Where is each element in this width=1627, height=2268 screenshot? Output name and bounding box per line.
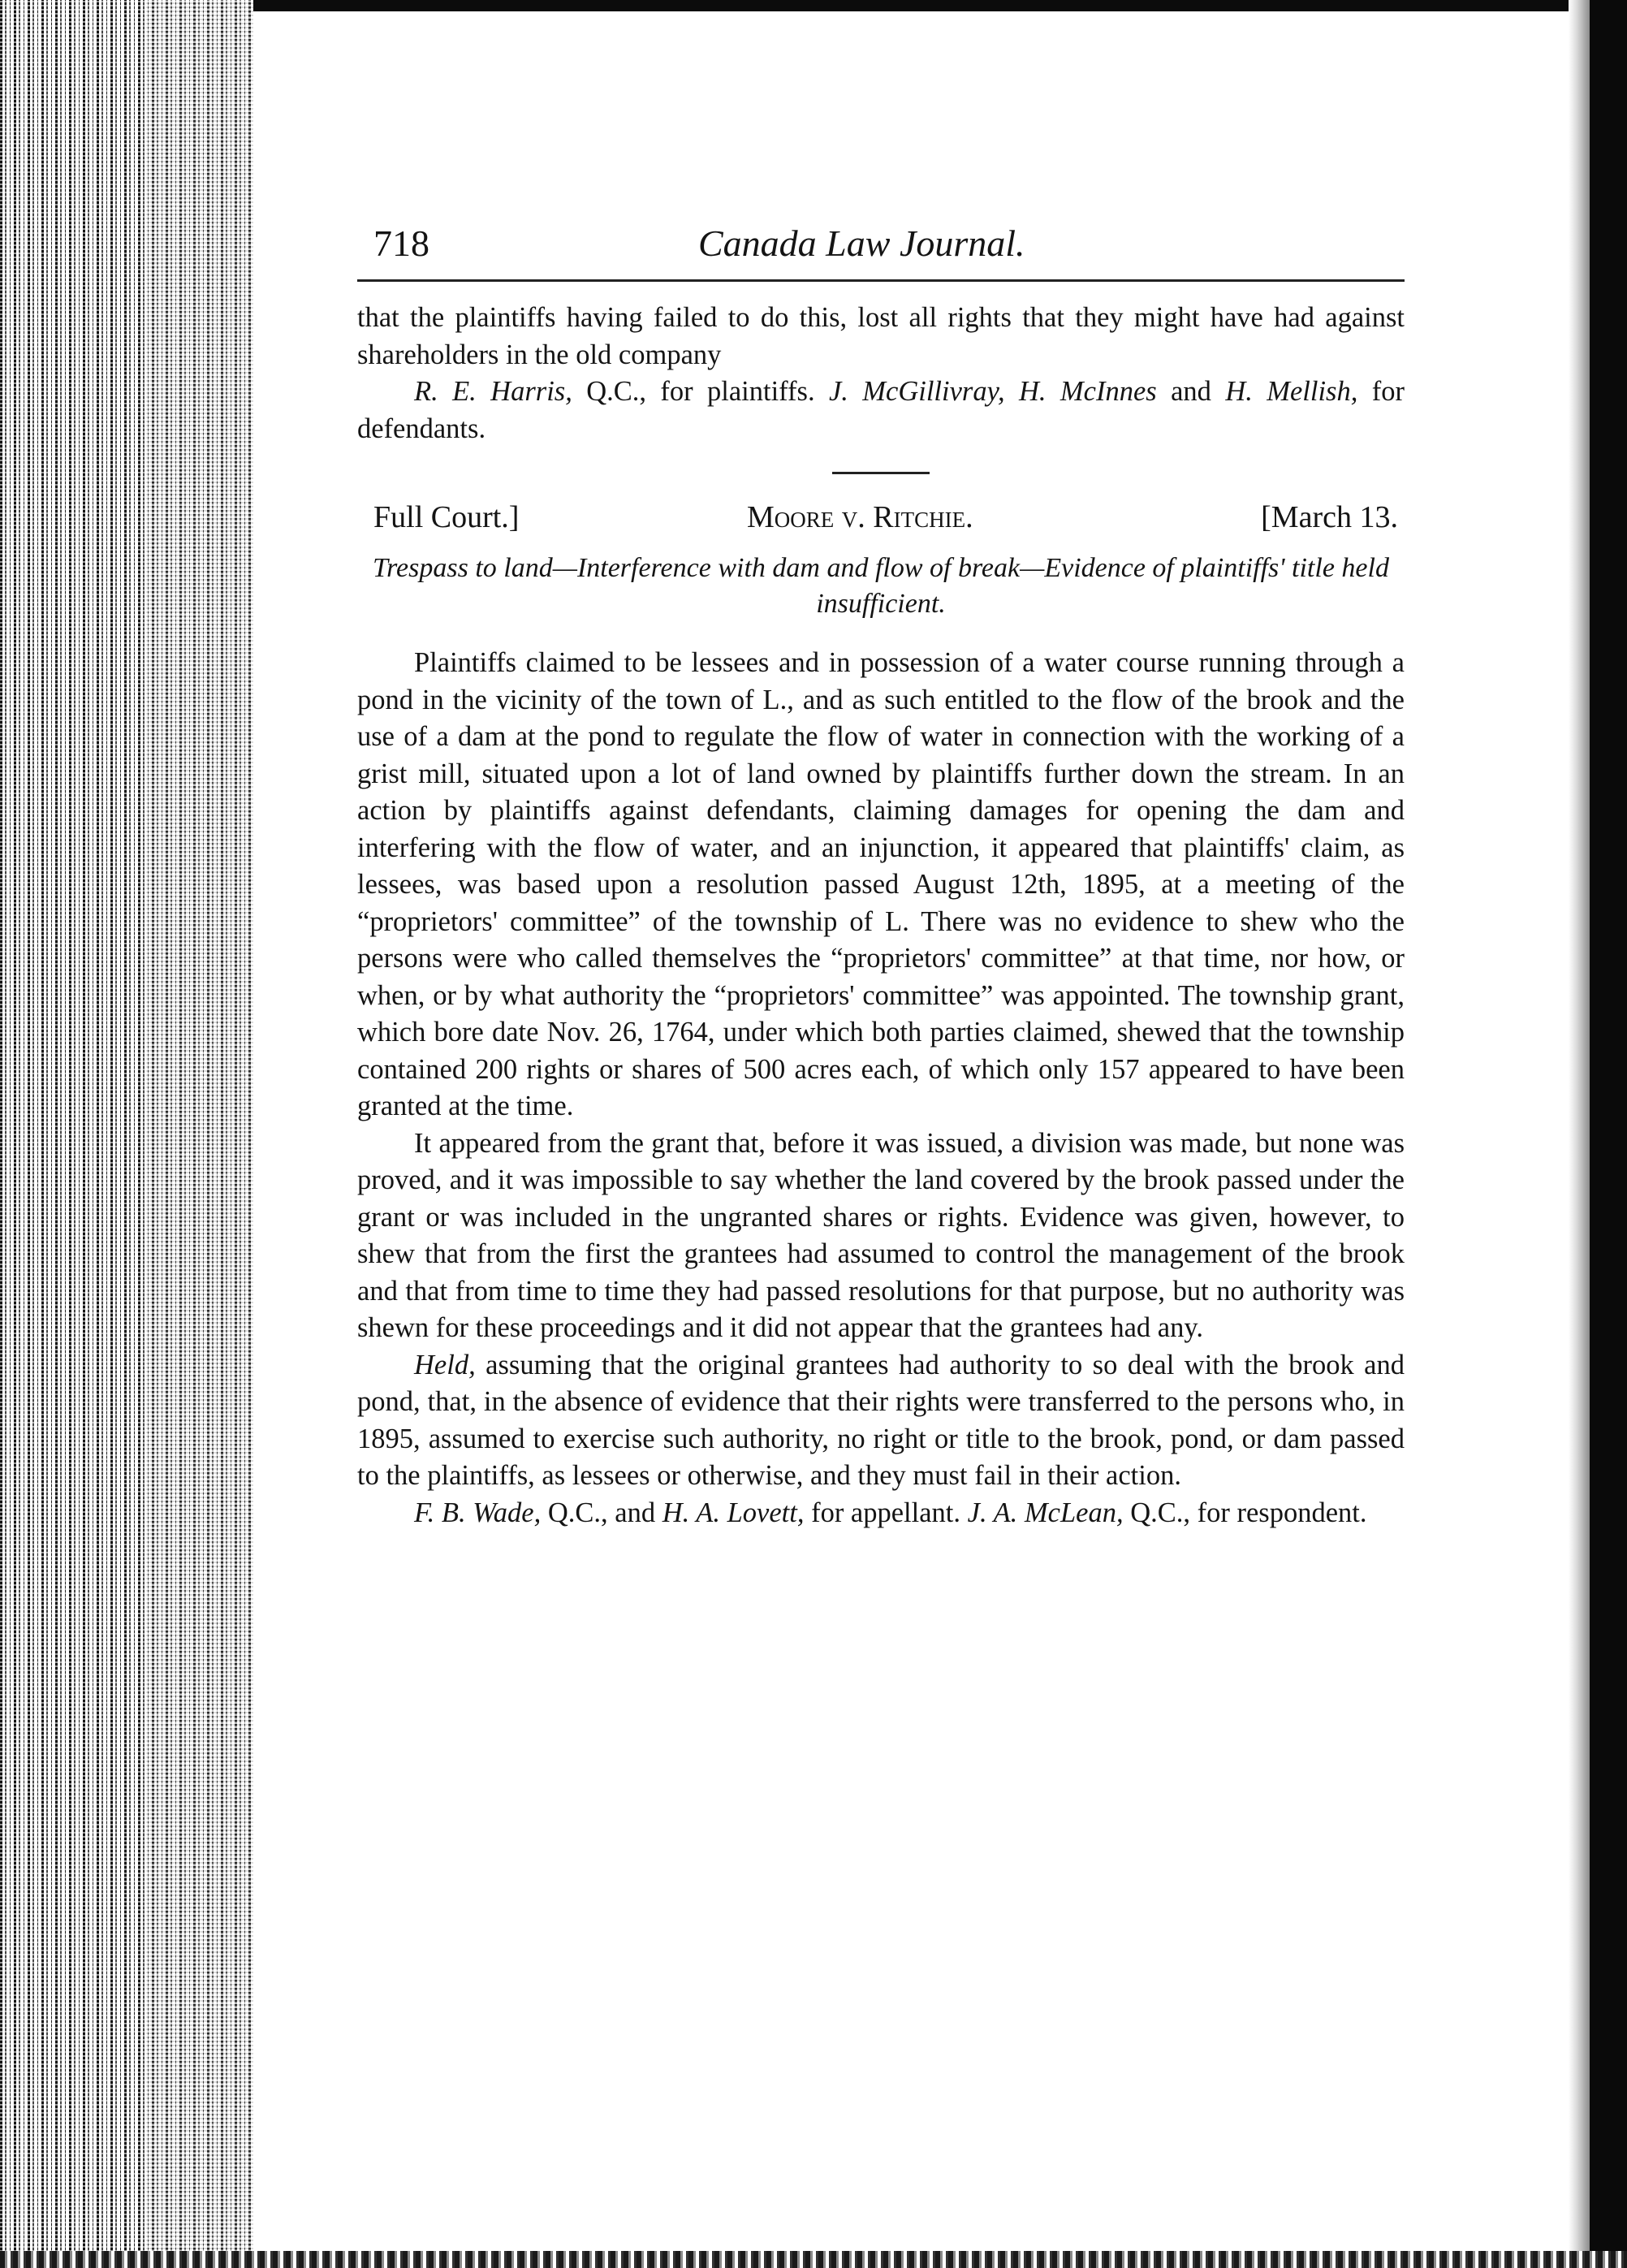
counsel-text: Q.C., and [541, 1497, 662, 1528]
previous-case-closing: that the plaintiffs having failed to do this, lost all rights that they might have had against shareholders in the old company [357, 302, 1405, 370]
counsel-name: R. E. Harris, [414, 376, 572, 407]
counsel-text: for appellant. [804, 1497, 968, 1528]
scan-binding-shadow [146, 0, 253, 2268]
counsel-name: H. Mellish, [1225, 376, 1358, 407]
counsel-name: J. McGillivray, H. McInnes [828, 376, 1157, 407]
case-heading [357, 497, 1405, 538]
header-rule [357, 279, 1405, 282]
counsel-text: Q.C., for respondent. [1123, 1497, 1367, 1528]
court-label: Full Court.] [373, 500, 520, 534]
counsel-text: Q.C., for plaintiffs. [572, 376, 829, 407]
case-paragraph: It appeared from the grant that, before it was issued, a division was made, but none was proved, and it was impossible to say whether the land covered by the brook passed under the grant or was included in the ungranted shares or rights. Evidence was given, however, to shew that from the first the grantees had assumed to control the management of the brook and that from time to time they had passed resolutions for that purpose, but no authority was shewn for these proceedings and it did not appear that the grantees had any. [357, 1127, 1405, 1343]
page-number: 718 [373, 222, 429, 264]
case-date: [March 13. [1261, 500, 1398, 534]
case-separator [832, 472, 930, 474]
case-counsel [357, 1495, 1405, 1532]
running-head [357, 218, 1405, 270]
held-paragraph [357, 1347, 1405, 1495]
counsel-text: for defendants. [357, 376, 1405, 444]
case-headnote: Trespass to land—Interference with dam and flow of break—Evidence of plaintiffs' title held insufficient. [373, 553, 1389, 619]
held-text: assuming that the original grantees had authority to so deal with the brook and pond, that, in the absence of evidence that their rights were transferred to the persons who, in 1895, assumed to exercise such authority, no right or title to the brook, pond, or dam passed to the plaintiffs, as lessees or otherwise, and they must fail in their action. [357, 1349, 1405, 1491]
journal-title: Canada Law Journal. [698, 222, 1025, 264]
scan-right-shadow [1569, 0, 1590, 2268]
journal-page [357, 218, 1405, 1531]
scan-bottom-border [0, 2251, 1627, 2268]
case-body [357, 645, 1405, 1531]
scan-right-border [1590, 0, 1627, 2268]
case-name: Moore v. Ritchie. [747, 500, 973, 534]
counsel-name: H. A. Lovett, [662, 1497, 805, 1528]
counsel-text: and [1156, 376, 1226, 407]
held-label: Held, [414, 1349, 476, 1380]
previous-case-counsel [357, 374, 1405, 447]
case-paragraph: Plaintiffs claimed to be lessees and in possession of a water course running through a pond in the vicinity of the town of L., and as such entitled to the flow of the brook and the use of a dam at the pond to regulate the flow of water in connection with the working of a grist mill, situated upon a lot of land owned by plaintiffs further down the stream. In an action by plaintiffs against defendants, claiming damages for opening the dam and interfering with the flow of water, and an injunction, it appeared that plaintiffs' claim, as lessees, was based upon a resolution passed August 12th, 1895, at a meeting of the “proprietors' committee” of the township of L. There was no evidence to shew who the persons were who called themselves the “proprietors' committee” at that time, nor how, or when, or by what authority the “proprietors' committee” was appointed. The township grant, which bore date Nov. 26, 1764, under which both parties claimed, shewed that the township contained 200 rights or shares of 500 acres each, of which only 157 appeared to have been granted at the time. [357, 647, 1405, 1121]
counsel-name: F. B. Wade, [414, 1497, 542, 1528]
counsel-name: J. A. McLean, [967, 1497, 1124, 1528]
